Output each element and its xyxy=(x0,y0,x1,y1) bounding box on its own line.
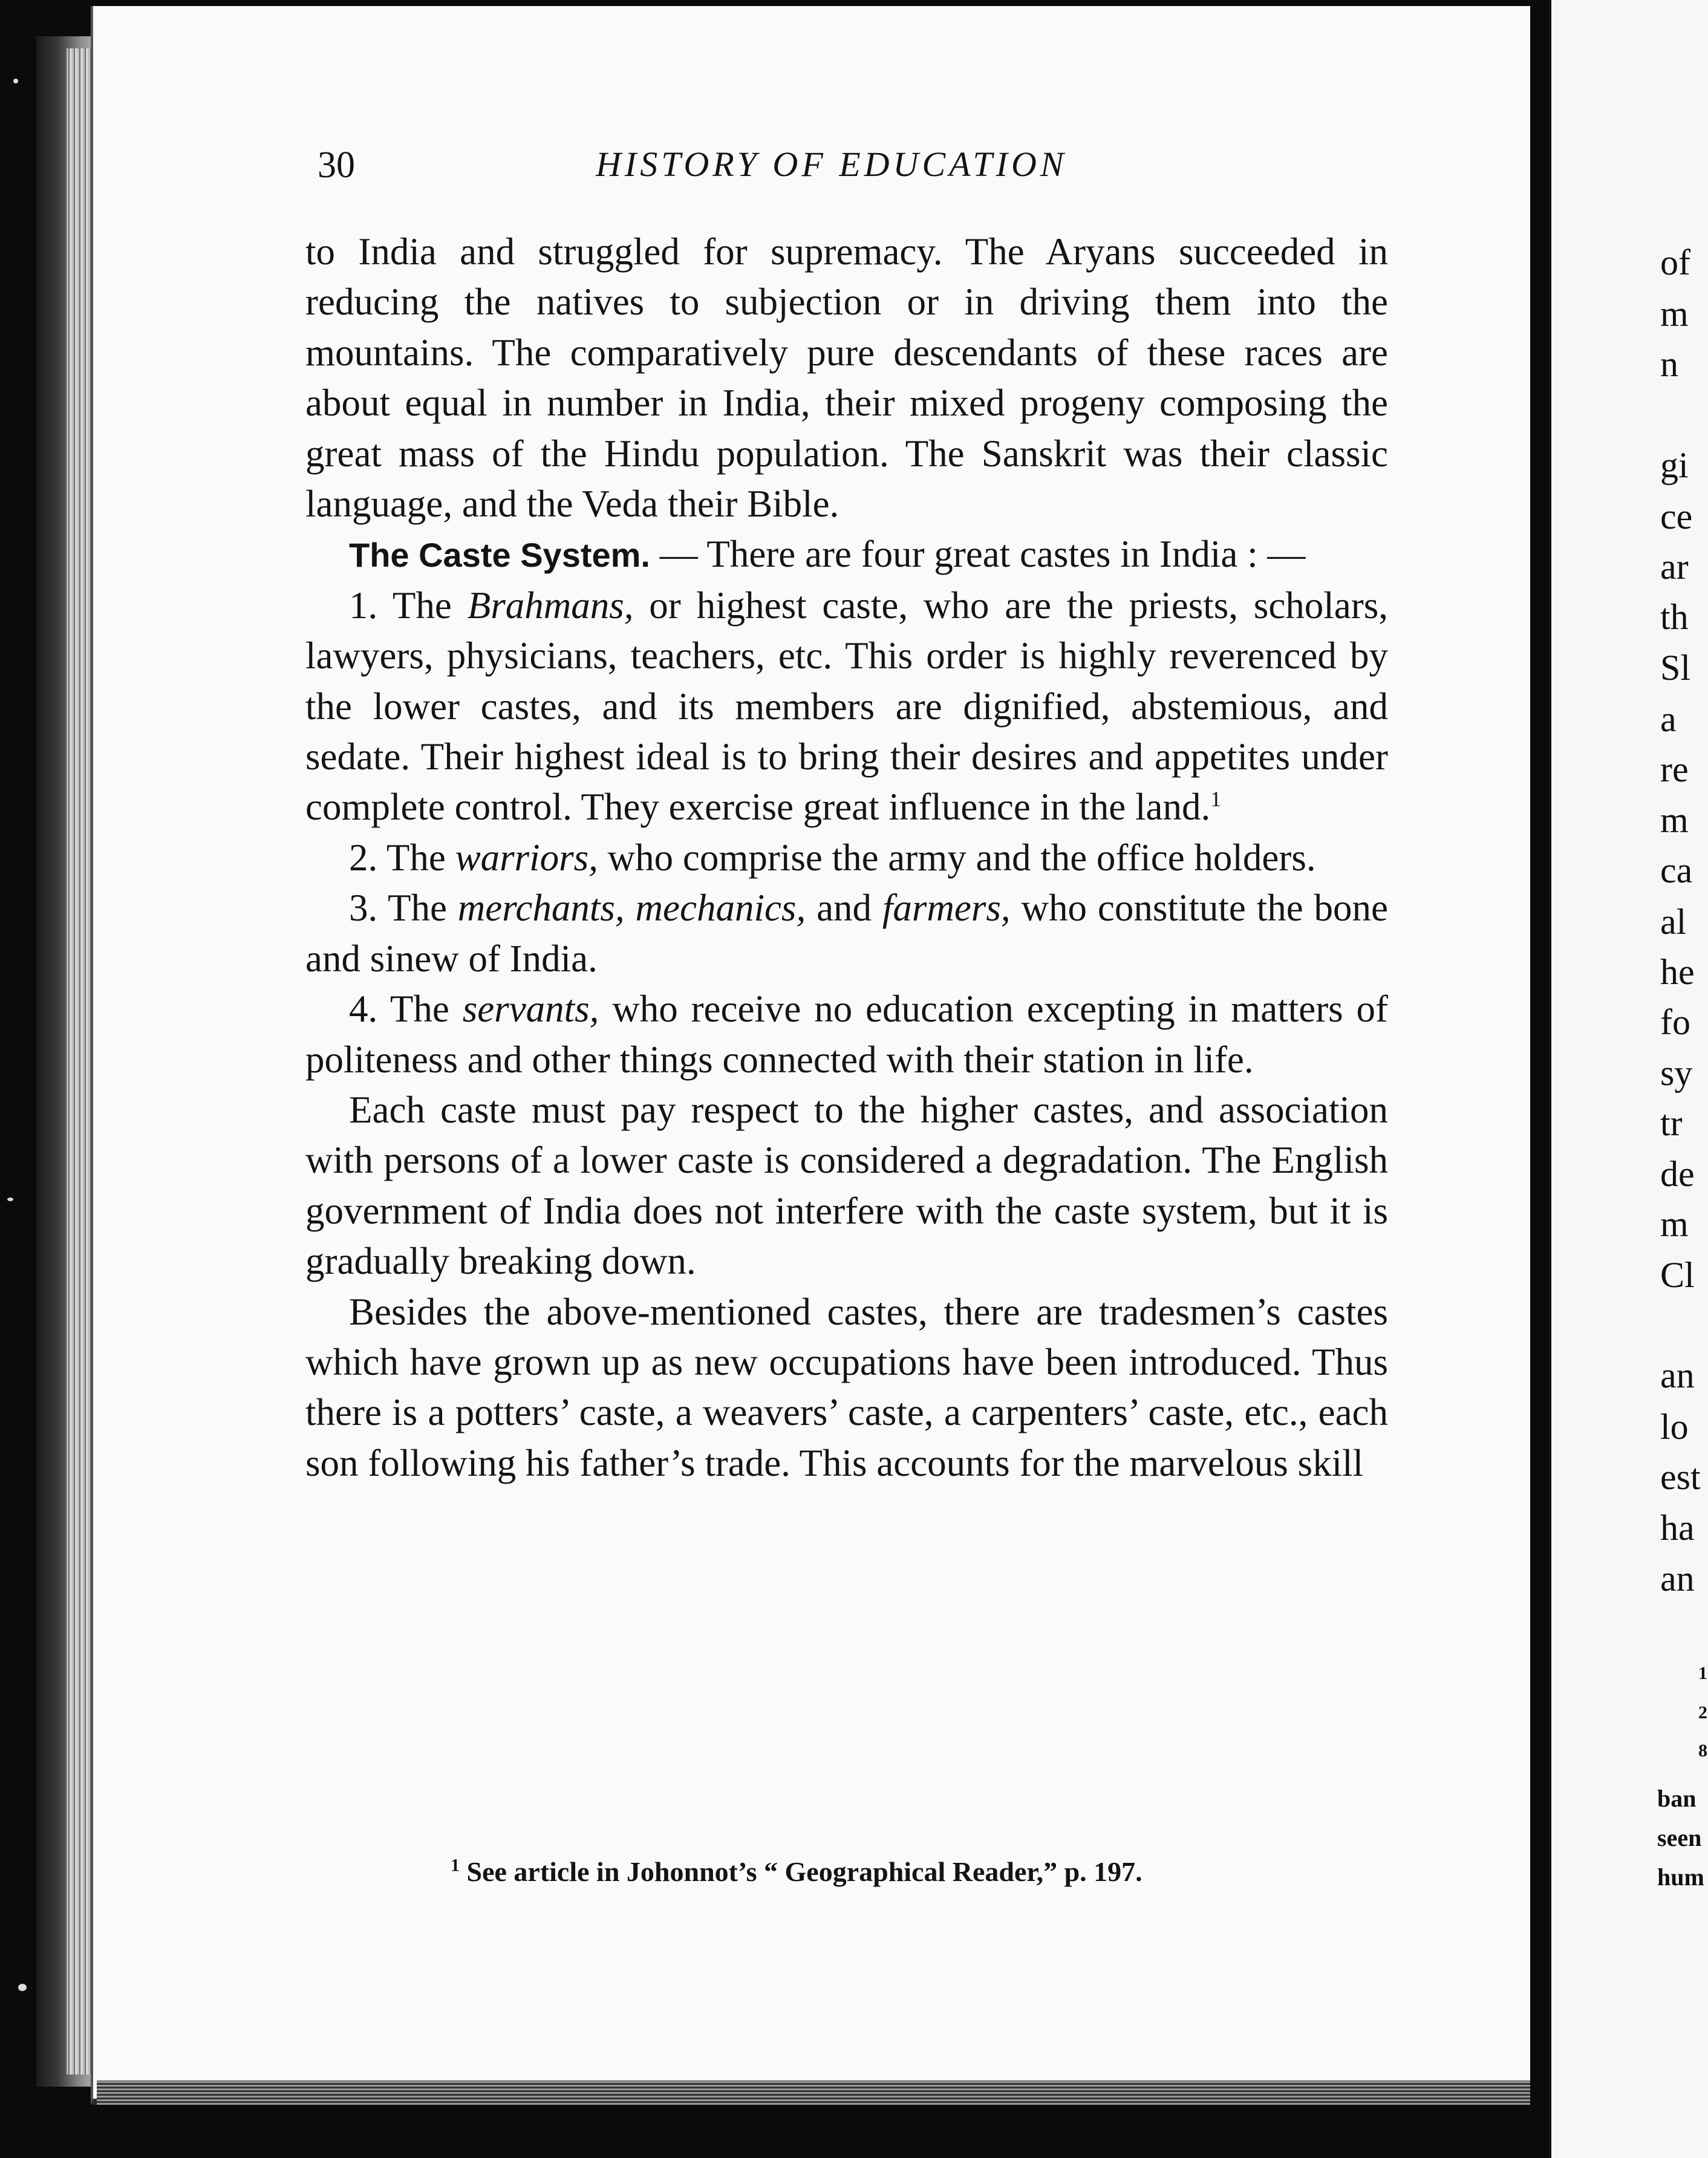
facing-fragment: ha xyxy=(1660,1508,1695,1548)
facing-fragment: ce xyxy=(1660,497,1693,536)
facing-fragment: 1 xyxy=(1698,1663,1707,1683)
item-text: who constitute the bone and sinew of India. xyxy=(305,887,1389,980)
list-item-brahmans xyxy=(305,581,1388,833)
facing-fragment: tr xyxy=(1660,1103,1683,1143)
caste-intro: — There are four great castes in India : — xyxy=(650,533,1306,576)
term-farmers: farmers, xyxy=(882,887,1011,930)
facing-fragment: th xyxy=(1660,597,1689,637)
facing-fragment: de xyxy=(1660,1154,1695,1194)
facing-fragment: m xyxy=(1660,294,1689,334)
paragraph-caste-system xyxy=(305,529,1388,580)
paragraph-besides: Besides the above-mentioned castes, there are tradesmen’s castes which have grown up as new occupations have been introduced. Thus there is a potters’ caste, a weavers’ caste, a carpenters’ caste, etc., each son following his father’s trade. This accounts for the marvelous skill xyxy=(305,1290,1388,1484)
facing-fragment: he xyxy=(1660,952,1695,992)
facing-fragment: 8 xyxy=(1698,1741,1707,1761)
term-merchants: merchants, xyxy=(457,887,625,930)
page-bottom-edge xyxy=(97,2081,1530,2105)
facing-fragment: lo xyxy=(1660,1407,1689,1447)
item-conjunction: and xyxy=(806,887,882,930)
facing-fragment: Cl xyxy=(1660,1255,1695,1295)
term-warriors: warriors, xyxy=(455,836,598,879)
facing-fragment: m xyxy=(1660,1204,1689,1244)
item-text: or highest caste, who are the priests, scholars, lawyers, physicians, teachers, etc. This order is highly reverenced by the lower castes, and its members are dignified, abstemious, and sedate. Their highest ideal is to bring their desires and appetites under complete control. They exercise great influence in the land. xyxy=(305,584,1388,829)
section-heading: The Caste System. xyxy=(349,536,650,575)
running-head: HISTORY OF EDUCATION xyxy=(596,145,1068,184)
facing-fragment: m xyxy=(1660,800,1689,840)
facing-fragment: fo xyxy=(1660,1002,1690,1042)
term-servants: servants, xyxy=(462,988,599,1031)
facing-fragment: 2 xyxy=(1698,1703,1707,1723)
scan-speck xyxy=(13,79,18,83)
facing-fragment: re xyxy=(1660,749,1689,789)
item-number: 1. The xyxy=(349,584,468,627)
paragraph-aryans: to India and struggled for supremacy. The Aryans succeeded in reducing the natives to subjection or in driving them into the mountains. The comparatively pure descendants of these races are about equal in number in India, their mixed progeny composing the great mass of the Hindu population. The Sanskrit was their classic language, and the Veda their Bible. xyxy=(305,230,1388,526)
page-number: 30 xyxy=(318,145,355,186)
facing-fragment: seen xyxy=(1657,1824,1702,1851)
item-number: 4. The xyxy=(349,988,463,1031)
facing-fragment: an xyxy=(1660,1559,1695,1599)
scan-speck xyxy=(18,1984,27,1991)
body-text xyxy=(305,227,1388,1488)
scan-speck xyxy=(7,1198,13,1201)
list-item-servants xyxy=(305,984,1388,1085)
facing-fragment: sy xyxy=(1660,1053,1693,1093)
item-number: 2. The xyxy=(349,836,455,879)
facing-fragment: ca xyxy=(1660,850,1693,890)
list-item-warriors xyxy=(305,833,1388,883)
footnote-mark: 1 xyxy=(451,1855,460,1876)
facing-fragment: n xyxy=(1660,344,1678,384)
term-brahmans: Brahmans, xyxy=(467,584,634,627)
item-number: 3. The xyxy=(349,887,458,930)
page-header xyxy=(311,138,1388,192)
facing-fragment: ban xyxy=(1657,1785,1697,1812)
item-text: who comprise the army and the office holders. xyxy=(598,836,1316,879)
paragraph-each-caste: Each caste must pay respect to the higher castes, and association with persons of a lower caste is considered a degradation. The English government of India does not interfere with the caste system, but it is gradually breaking down. xyxy=(305,1088,1388,1283)
facing-fragment: al xyxy=(1660,902,1687,942)
facing-fragment: an xyxy=(1660,1355,1695,1395)
footnote-text: See article in Johonnot’s “ Geographical Reader,” p. 197. xyxy=(460,1856,1142,1887)
facing-fragment: est xyxy=(1660,1457,1701,1497)
facing-fragment: gi xyxy=(1660,445,1689,485)
footnote-ref: 1 xyxy=(1210,787,1222,812)
facing-fragment: Sl xyxy=(1660,648,1691,688)
facing-fragment: of xyxy=(1660,243,1690,282)
item-text: who receive no education excepting in matters of politeness and other things connected with their station in life. xyxy=(305,988,1388,1081)
footnote xyxy=(451,1856,1418,1888)
facing-fragment: ar xyxy=(1660,547,1689,587)
facing-fragment: hum xyxy=(1657,1863,1704,1891)
term-mechanics: mechanics, xyxy=(635,887,806,930)
list-item-merchants xyxy=(305,883,1388,984)
facing-fragment: a xyxy=(1660,699,1677,739)
